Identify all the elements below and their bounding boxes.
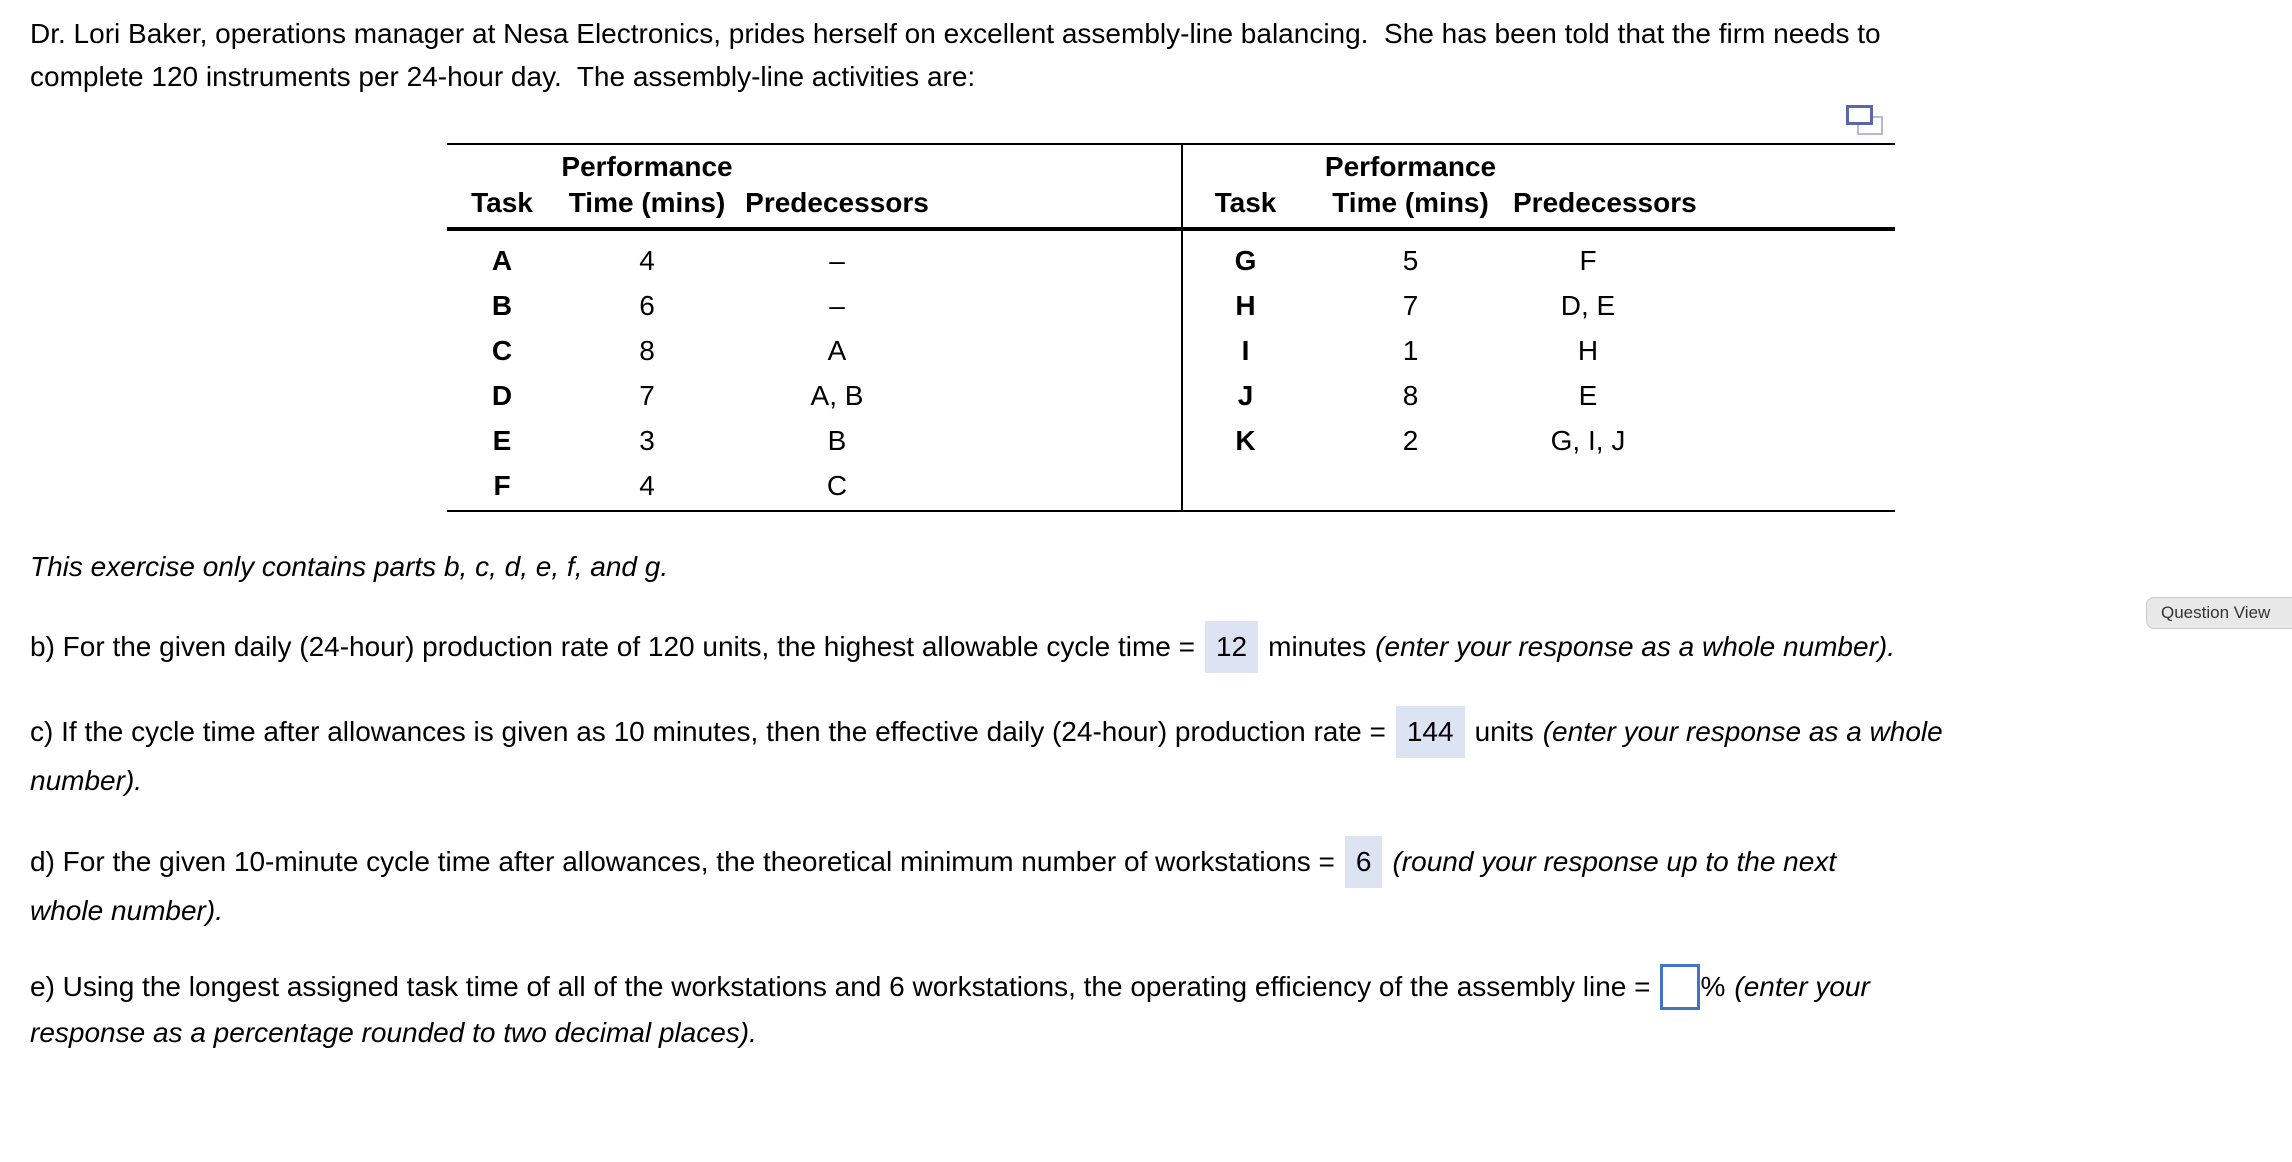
duplicate-window-icon[interactable]	[1846, 105, 1886, 141]
pred-cell: –	[829, 245, 845, 276]
time-cell: 7	[639, 380, 655, 411]
table-right-half	[1183, 145, 1895, 510]
part-c	[30, 706, 1943, 804]
part-d-hint: (round your response up to the next	[1392, 846, 1837, 877]
part-b-text: b) For the given daily (24-hour) production rate of 120 units, the highest allowable cycle time =	[30, 631, 1195, 662]
table-header-row-1	[447, 145, 1181, 183]
question-view-button[interactable]	[2146, 597, 2292, 629]
table-row	[1183, 373, 1895, 418]
question-view-label: Question View	[2161, 603, 2271, 622]
part-c-answer-field[interactable]: 144	[1396, 706, 1465, 758]
time-cell: 4	[639, 245, 655, 276]
task-cell: C	[491, 335, 513, 366]
part-e-text: e) Using the longest assigned task time of all of the workstations and 6 workstations, the operating efficiency of the assembly line =	[30, 971, 1651, 1002]
part-e-line-1	[30, 964, 1870, 1010]
part-e-line-2: response as a percentage rounded to two decimal places).	[30, 1017, 757, 1048]
task-cell: A	[491, 245, 513, 276]
col-header-predecessors: Predecessors	[745, 187, 929, 218]
time-cell: 2	[1402, 425, 1419, 456]
exercise-note: This exercise only contains parts b, c, d, e, f, and g.	[30, 551, 669, 582]
table-row	[1183, 328, 1895, 373]
col-header-time: Time (mins)	[568, 187, 726, 218]
table-row	[447, 418, 1181, 463]
table-row	[447, 238, 1181, 283]
activities-table	[447, 143, 1895, 512]
task-cell: E	[492, 425, 512, 456]
col-header-predecessors: Predecessors	[1513, 187, 1697, 218]
intro-paragraph	[30, 12, 1881, 98]
task-cell: F	[493, 470, 511, 501]
part-d-line-1	[30, 836, 1836, 888]
part-c-hint: (enter your response as a whole	[1542, 716, 1943, 747]
part-e-answer-input[interactable]	[1660, 964, 1700, 1010]
time-cell: 6	[639, 290, 655, 321]
table-left-half	[447, 145, 1181, 510]
table-row	[447, 283, 1181, 328]
time-cell: 3	[639, 425, 655, 456]
pred-cell: –	[829, 290, 845, 321]
part-b	[30, 621, 1895, 673]
time-cell: 4	[639, 470, 655, 501]
table-row	[447, 328, 1181, 373]
table-header-row-2	[1183, 183, 1895, 227]
intro-line-1: Dr. Lori Baker, operations manager at Nesa Electronics, prides herself on excellent assembly-line balancing. She has been told that the firm needs to	[30, 18, 1881, 49]
part-d-text: d) For the given 10-minute cycle time after allowances, the theoretical minimum number of workstations =	[30, 846, 1335, 877]
time-cell: 8	[1402, 380, 1419, 411]
task-cell: D	[491, 380, 513, 411]
pred-cell: B	[827, 425, 847, 456]
duplicate-window-icon-front	[1846, 105, 1873, 125]
col-header-time: Time (mins)	[1332, 187, 1489, 218]
table-left-rows	[447, 227, 1181, 508]
part-b-hint: (enter your response as a whole number).	[1375, 631, 1895, 662]
part-c-line-1	[30, 706, 1943, 758]
part-e-unit: %	[1700, 971, 1726, 1002]
part-b-unit: minutes	[1268, 631, 1367, 662]
task-cell: K	[1235, 425, 1256, 456]
pred-cell: H	[1577, 335, 1599, 366]
task-cell: I	[1241, 335, 1250, 366]
task-cell: J	[1237, 380, 1254, 411]
task-cell: H	[1235, 290, 1256, 321]
time-cell: 1	[1402, 335, 1419, 366]
time-cell: 7	[1402, 290, 1419, 321]
pred-cell: A, B	[810, 380, 864, 411]
table-header-rule	[447, 227, 1895, 231]
col-header-task: Task	[471, 187, 533, 218]
part-b-answer-field[interactable]: 12	[1205, 621, 1258, 673]
table-row	[1183, 283, 1895, 328]
part-c-line-2: number).	[30, 765, 143, 796]
table-row	[1183, 238, 1895, 283]
part-c-text: c) If the cycle time after allowances is given as 10 minutes, then the effective daily (24-hour) production rate =	[30, 716, 1386, 747]
table-row	[1183, 418, 1895, 463]
time-cell: 8	[639, 335, 655, 366]
pred-cell: C	[826, 470, 848, 501]
col-header-performance: Performance	[1324, 151, 1497, 182]
part-e-hint: (enter your	[1734, 971, 1870, 1002]
table-header-row-1	[1183, 145, 1895, 183]
table-header-row-2	[447, 183, 1181, 227]
intro-line-2: complete 120 instruments per 24-hour day. The assembly-line activities are:	[30, 61, 976, 92]
pred-cell: E	[1578, 380, 1598, 411]
part-d-answer-field[interactable]: 6	[1345, 836, 1383, 888]
table-row	[447, 373, 1181, 418]
part-c-unit: units	[1474, 716, 1534, 747]
table-right-rows	[1183, 227, 1895, 463]
table-row	[447, 463, 1181, 508]
part-d	[30, 836, 1836, 934]
part-e	[30, 964, 1870, 1056]
task-cell: G	[1234, 245, 1257, 276]
part-b-line-1	[30, 621, 1895, 673]
pred-cell: A	[827, 335, 847, 366]
pred-cell: F	[1579, 245, 1597, 276]
pred-cell: G, I, J	[1550, 425, 1626, 456]
col-header-task: Task	[1214, 187, 1277, 218]
pred-cell: D, E	[1560, 290, 1616, 321]
task-cell: B	[491, 290, 513, 321]
part-d-line-2: whole number).	[30, 895, 223, 926]
col-header-performance: Performance	[561, 151, 733, 182]
time-cell: 5	[1402, 245, 1419, 276]
